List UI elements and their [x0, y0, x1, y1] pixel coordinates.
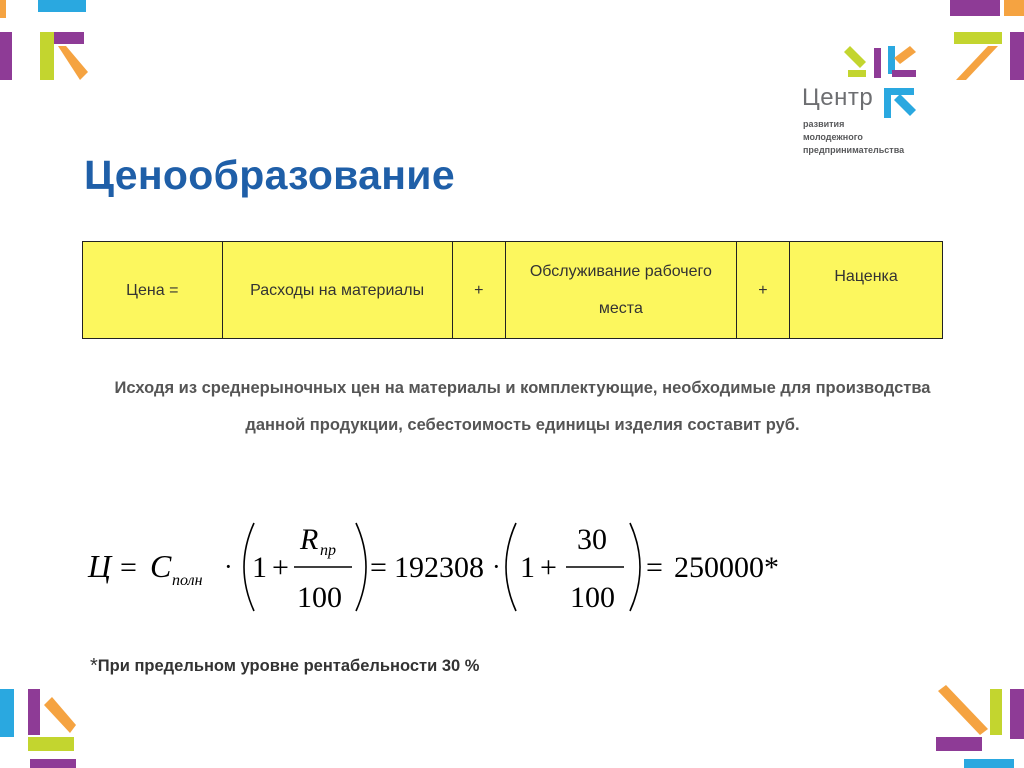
price-formula-table [82, 241, 943, 339]
table-cell-workplace: Обслуживание рабочего места [506, 242, 737, 339]
table-cell-price: Цена = [83, 242, 223, 339]
eq-equals: = [646, 551, 663, 584]
table-cell-markup: Наценка [790, 242, 943, 339]
eq-left-paren [506, 523, 516, 611]
table-cell-plus: + [736, 242, 789, 339]
eq-right-paren [630, 523, 640, 611]
corner-decoration-top-left [0, 0, 90, 90]
price-equation [80, 515, 800, 620]
table-cell-materials: Расходы на материалы [222, 242, 452, 339]
eq-equals: = [370, 551, 387, 584]
eq-cost-symbol: C [150, 548, 172, 584]
table-row [83, 242, 943, 339]
corner-decoration-bottom-right [930, 685, 1024, 768]
eq-plus: + [540, 551, 557, 584]
footnote-text: При предельном уровне рентабельности 30 % [97, 657, 480, 675]
logo-subtitle-line: молодежного [803, 132, 863, 142]
eq-rate-subscript: пр [320, 542, 336, 559]
logo-name: Центр [802, 84, 874, 111]
eq-plus: + [272, 551, 289, 584]
eq-lhs: Ц [88, 548, 112, 584]
eq-denominator: 100 [297, 581, 342, 614]
footnote-star: * [90, 655, 98, 677]
eq-rate-value: 30 [577, 523, 607, 556]
eq-rate-symbol: R [300, 523, 319, 556]
eq-cost-subscript: полн [172, 572, 203, 589]
eq-dot: · [224, 552, 233, 581]
eq-one: 1 [520, 551, 535, 584]
eq-dot: · [492, 552, 501, 581]
eq-cost-value: 192308 [394, 551, 484, 584]
logo-subtitle-line: развития [803, 119, 845, 129]
page-title: Ценообразование [84, 152, 455, 198]
eq-denominator: 100 [570, 581, 615, 614]
eq-one: 1 [252, 551, 267, 584]
description-text: Исходя из среднерыночных цен на материалы и комплектующие, необходимые для производства данной продукции, себестоимость единицы изделия составит руб. [114, 379, 931, 434]
logo-subtitle-line: предпринимательства [803, 145, 905, 155]
eq-equals: = [120, 551, 137, 584]
eq-right-paren [356, 523, 366, 611]
logo-subtitle [803, 118, 904, 157]
corner-decoration-top-right [944, 0, 1024, 90]
table-cell-plus: + [452, 242, 505, 339]
footnote [90, 655, 479, 678]
eq-result: 250000* [674, 551, 779, 584]
corner-decoration-bottom-left [0, 685, 90, 768]
